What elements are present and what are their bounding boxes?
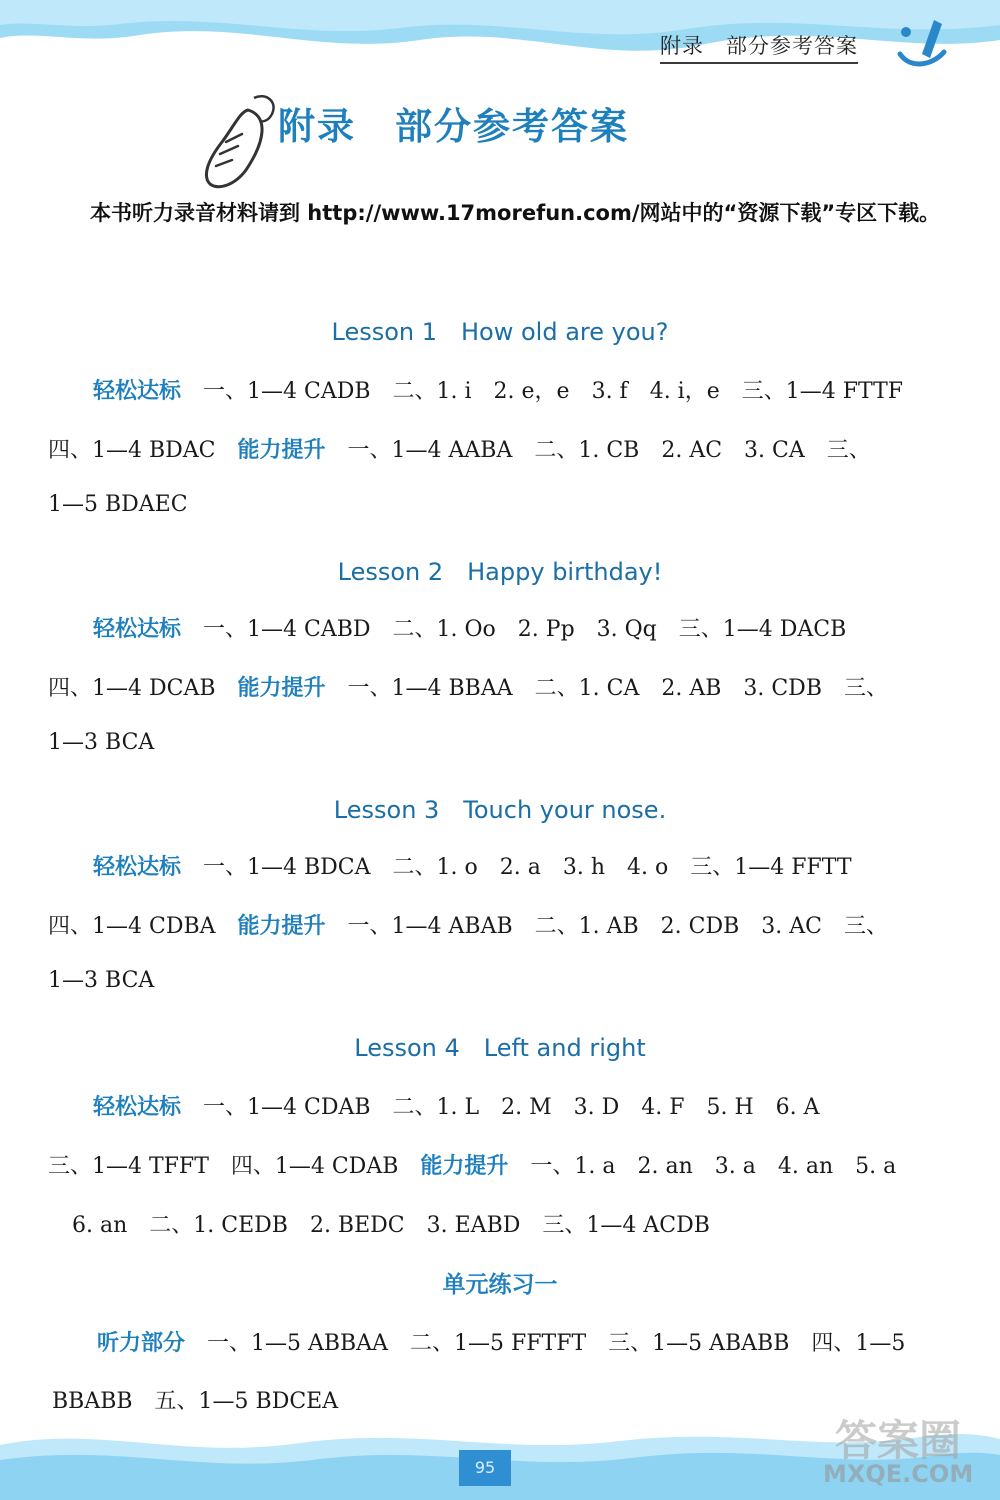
answer-line: 1—3 BCA xyxy=(48,730,155,755)
watermark-logo-text: 答案圈 xyxy=(835,1416,962,1465)
answer-tag: 轻松达标 xyxy=(93,379,182,404)
lesson-title: Lesson 1 How old are you? xyxy=(331,318,669,346)
answer-line: 6. an 二、1. CEDB 2. BEDC 3. EABD 三、1—4 ACDB xyxy=(72,1213,710,1238)
answer-line: 三、1—4 TFFT 四、1—4 CDAB 能力提升 一、1. a 2. an 3. a 4. an 5. a xyxy=(48,1154,897,1179)
intro-paragraph: 本书听力录音材料请到 http://www.17morefun.com/网站中的“资源下载”专区下载。 xyxy=(90,201,941,225)
lesson-title: Lesson 3 Touch your nose. xyxy=(333,796,667,824)
watermark xyxy=(815,1408,995,1493)
page-number: 95 xyxy=(459,1450,511,1486)
answer-tag: 听力部分 xyxy=(97,1331,186,1356)
answer-line: 听力部分 一、1—5 ABBAA 二、1—5 FFTFT 三、1—5 ABABB 四、1—5 xyxy=(97,1331,906,1356)
answer-tag: 轻松达标 xyxy=(93,1095,182,1120)
answer-line: 轻松达标 一、1—4 BDCA 二、1. o 2. a 3. h 4. o 三、1—4 FFTT xyxy=(93,855,852,880)
answer-line: 1—3 BCA xyxy=(48,968,155,993)
answer-tag: 能力提升 xyxy=(237,676,326,701)
answer-line: 轻松达标 一、1—4 CDAB 二、1. L 2. M 3. D 4. F 5. H 6. A xyxy=(93,1095,820,1120)
answer-tag: 能力提升 xyxy=(237,914,326,939)
answer-line: 轻松达标 一、1—4 CABD 二、1. Oo 2. Pp 3. Qq 三、1—4 DACB xyxy=(93,617,847,642)
lesson-title: Lesson 2 Happy birthday! xyxy=(337,558,663,586)
answer-line: 四、1—4 CDBA 能力提升 一、1—4 ABAB 二、1. AB 2. CDB 3. AC 三、 xyxy=(48,914,888,939)
answer-line: 轻松达标 一、1—4 CADB 二、1. i 2. e，e 3. f 4. i，e 三、1—4 FTTF xyxy=(93,379,904,404)
answer-tag: 能力提升 xyxy=(420,1154,509,1179)
watermark-url: MXQE.COM xyxy=(823,1460,974,1488)
header-section-label: 附录 部分参考答案 xyxy=(660,30,858,64)
answer-line: 四、1—4 BDAC 能力提升 一、1—4 AABA 二、1. CB 2. AC 3. CA 三、 xyxy=(48,438,871,463)
answer-tag: 轻松达标 xyxy=(93,855,182,880)
answer-line: 四、1—4 DCAB 能力提升 一、1—4 BBAA 二、1. CA 2. AB 3. CDB 三、 xyxy=(48,676,888,701)
answer-tag: 能力提升 xyxy=(237,438,326,463)
answer-line: BBABB 五、1—5 BDCEA xyxy=(52,1389,339,1414)
carrot-icon xyxy=(196,90,286,200)
page-title: 附录 部分参考答案 xyxy=(278,105,629,148)
lesson-title: Lesson 4 Left and right xyxy=(354,1034,646,1062)
answer-line: 1—5 BDAEC xyxy=(48,492,188,517)
answer-tag: 轻松达标 xyxy=(93,617,182,642)
unit-title: 单元练习一 xyxy=(442,1272,558,1298)
pencil-book-icon xyxy=(892,14,952,74)
